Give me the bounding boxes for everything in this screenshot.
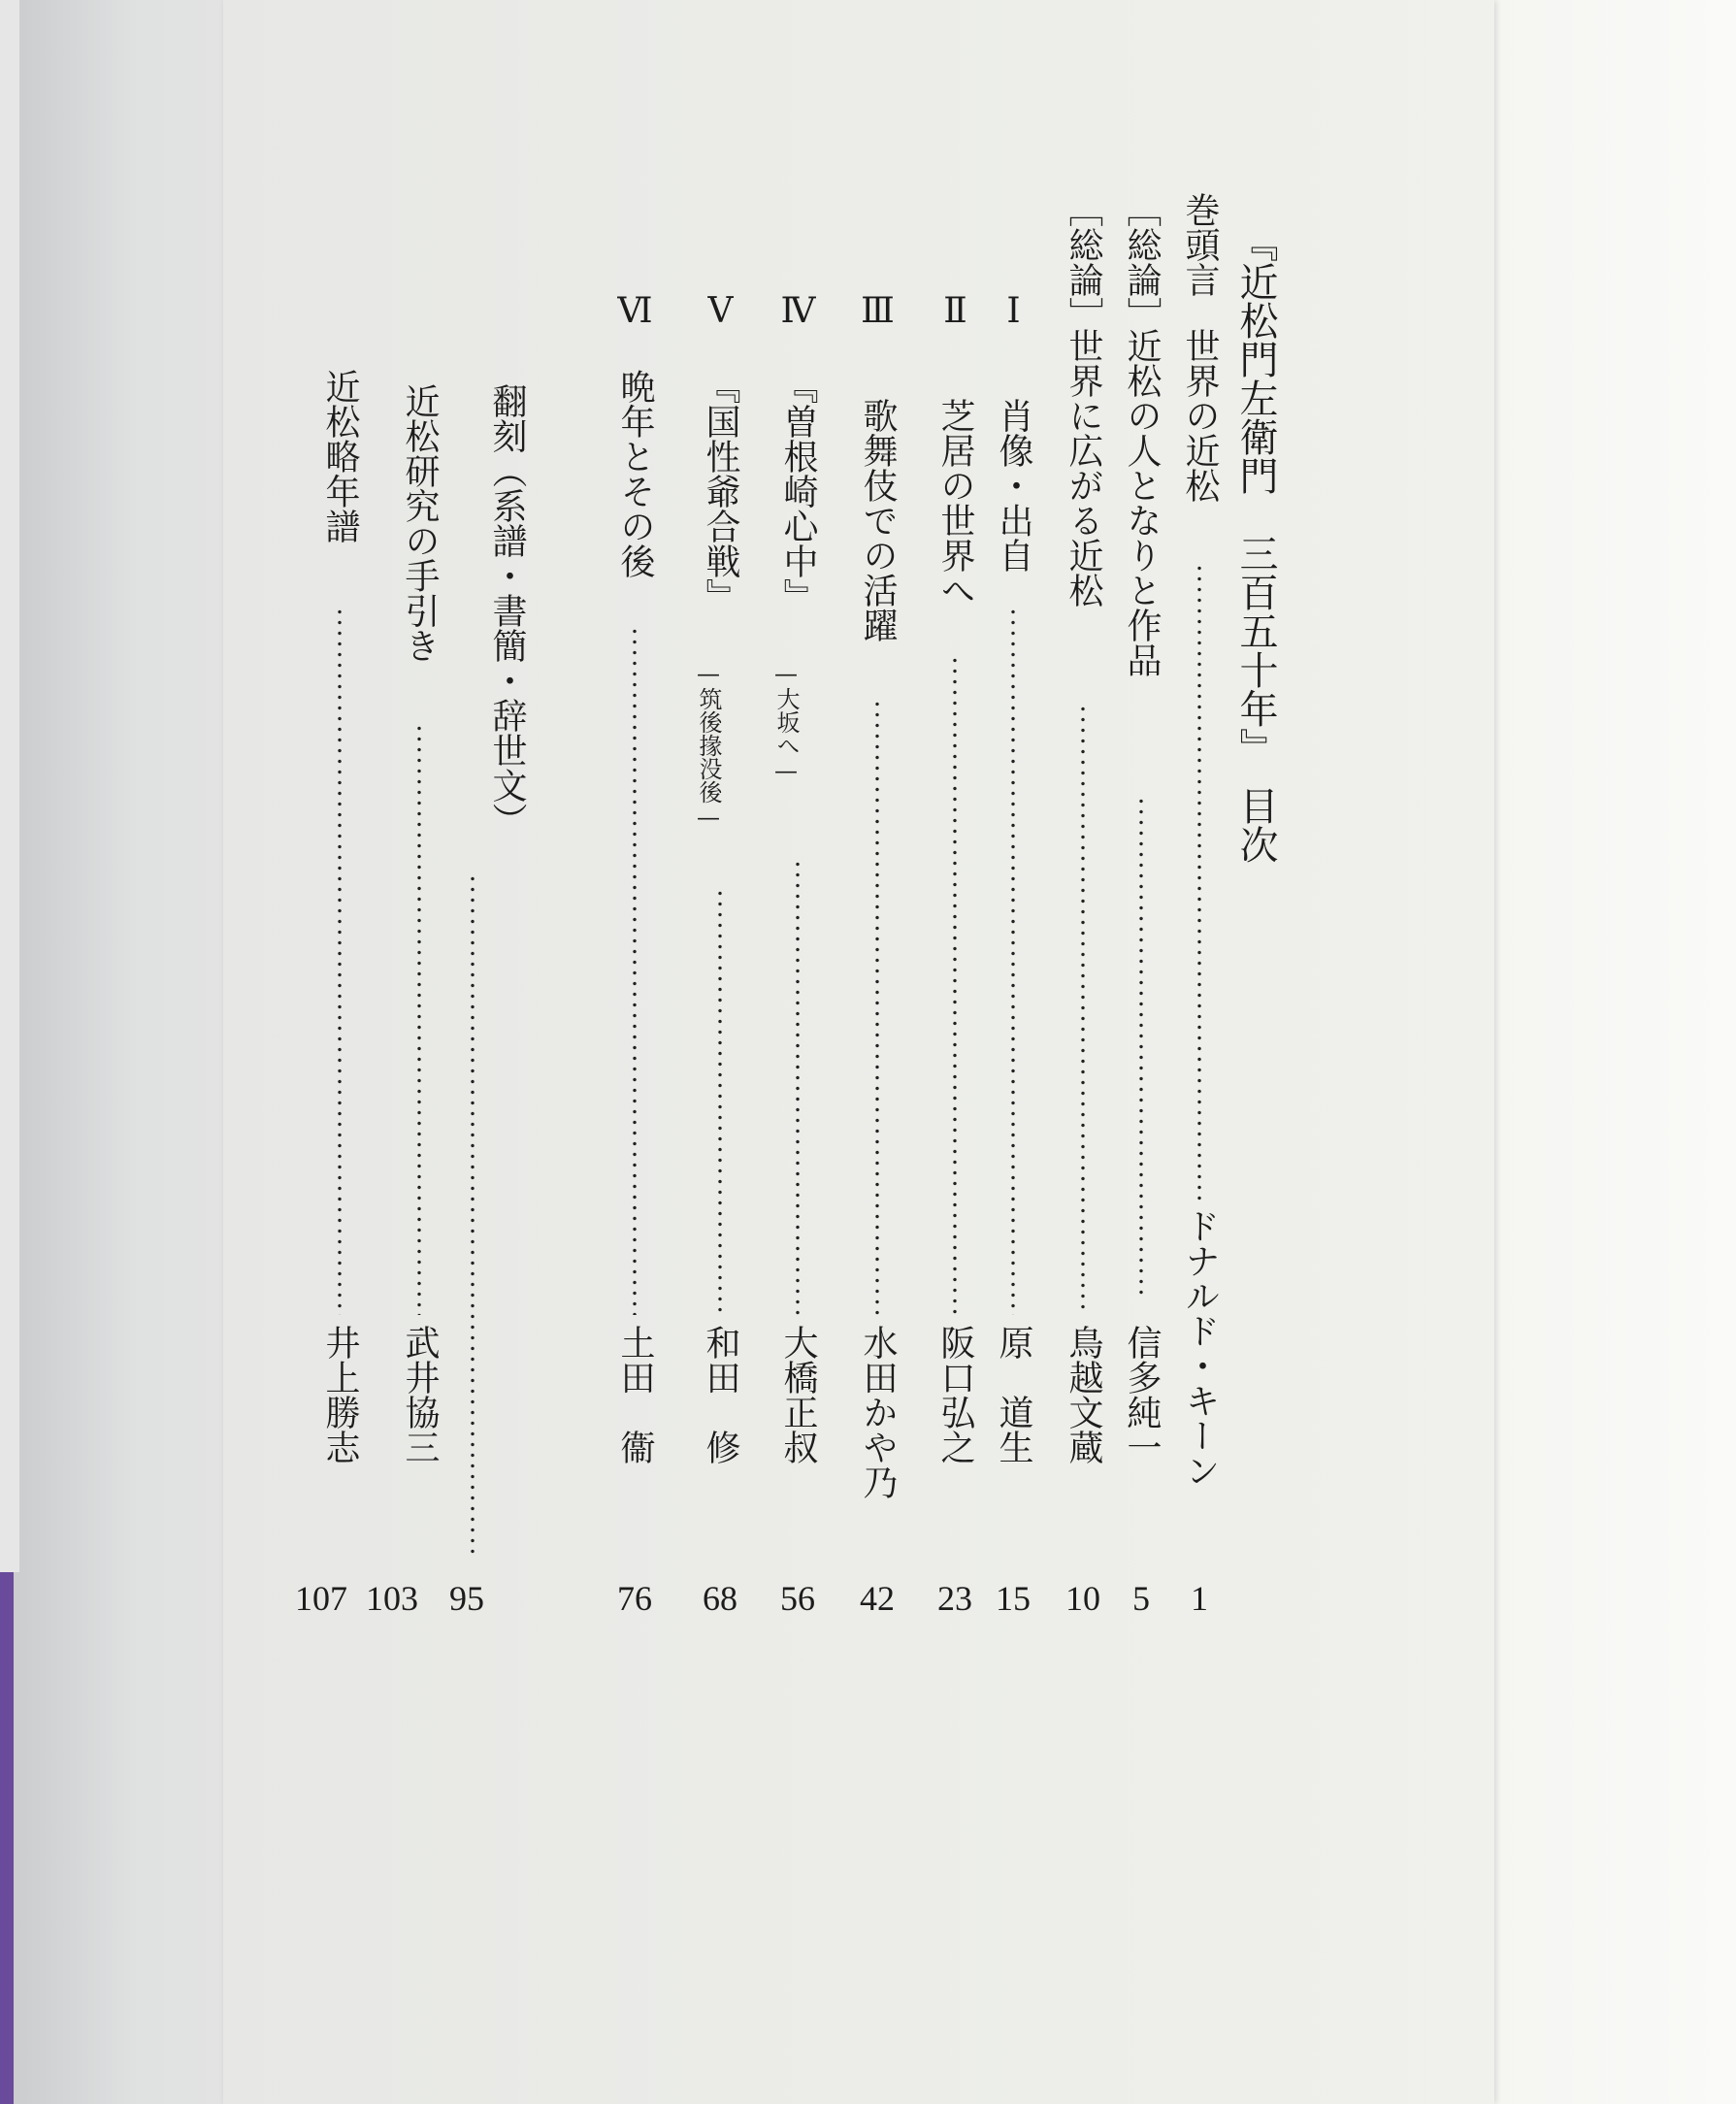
entry-page: 10 — [1065, 1579, 1100, 1618]
dot-leader — [874, 699, 880, 1315]
entry-page: 42 — [860, 1579, 895, 1618]
dot-leader — [416, 723, 422, 1315]
dot-leader — [337, 607, 343, 1315]
dot-leader — [632, 626, 638, 1315]
next-page-edge — [1494, 0, 1736, 2104]
entry-label: 巻頭言 — [1180, 192, 1220, 297]
entry-label: ［総論］ — [1122, 192, 1162, 332]
entry-page: 5 — [1132, 1579, 1150, 1618]
entry-author: 大橋正叔 — [778, 1325, 818, 1464]
entry-title: 近松略年譜 — [320, 369, 360, 543]
book-page — [223, 0, 1494, 2104]
entry-title: 芝居の世界へ — [935, 398, 975, 608]
dot-leader — [717, 888, 723, 1315]
entry-label: Ⅵ — [615, 291, 655, 331]
entry-title: 世界の近松 — [1180, 328, 1220, 503]
entry-page: 103 — [366, 1579, 418, 1618]
entry-author: 井上勝志 — [320, 1325, 360, 1464]
dot-leader — [1010, 607, 1016, 1315]
entry-label: ［総論］ — [1064, 192, 1103, 332]
dot-leader — [1080, 704, 1086, 1315]
entry-label: Ⅲ — [858, 291, 898, 331]
entry-page: 68 — [703, 1579, 737, 1618]
entry-title: 近松研究の手引き — [400, 383, 440, 663]
entry-page: 107 — [295, 1579, 347, 1618]
toc-title: 『近松門左衛門 三百五十年』 目次 — [1233, 223, 1278, 864]
dot-leader — [470, 873, 475, 1558]
entry-author: 鳥越文蔵 — [1064, 1325, 1103, 1464]
entry-title: 世界に広がる近松 — [1064, 328, 1103, 608]
entry-label: Ⅰ — [994, 291, 1033, 331]
entry-page: 56 — [780, 1579, 815, 1618]
dot-leader — [1138, 796, 1144, 1300]
dot-leader — [1196, 563, 1202, 1203]
entry-page: 76 — [617, 1579, 652, 1618]
entry-label: Ⅳ — [778, 291, 818, 331]
entry-author: 阪口弘之 — [935, 1325, 975, 1464]
entry-title: 近松の人となりと作品 — [1122, 328, 1162, 677]
dot-leader — [795, 859, 801, 1315]
entry-subtitle: —筑後掾没後— — [695, 660, 722, 831]
entry-author: 水田かや乃 — [858, 1325, 898, 1499]
entry-subtitle: —大坂へ— — [772, 660, 800, 784]
entry-page: 23 — [937, 1579, 972, 1618]
entry-title: 肖像・出自 — [994, 398, 1033, 573]
entry-author: 原 道生 — [994, 1325, 1033, 1464]
dot-leader — [952, 655, 958, 1315]
entry-author: 土田 衞 — [615, 1325, 655, 1464]
entry-title: 歌舞伎での活躍 — [858, 398, 898, 642]
entry-author: ドナルド・キーン — [1180, 1208, 1220, 1488]
entry-label: Ⅴ — [701, 291, 740, 331]
entry-page: 95 — [449, 1579, 484, 1618]
adjacent-page-edge — [0, 0, 20, 1572]
entry-title: 『国性爺合戦』 — [701, 369, 740, 613]
entry-author: 和田 修 — [701, 1325, 740, 1464]
entry-label: Ⅱ — [935, 291, 975, 331]
entry-author: 信多純一 — [1122, 1325, 1162, 1464]
entry-title: 翻刻（系譜・書簡・辞世文） — [487, 383, 527, 838]
entry-page: 15 — [996, 1579, 1031, 1618]
entry-author: 武井協三 — [400, 1325, 440, 1464]
entry-title: 晩年とその後 — [615, 369, 655, 578]
entry-title: 『曽根崎心中』 — [778, 369, 818, 613]
purple-cover-edge — [0, 1572, 14, 2104]
entry-page: 1 — [1191, 1579, 1208, 1618]
